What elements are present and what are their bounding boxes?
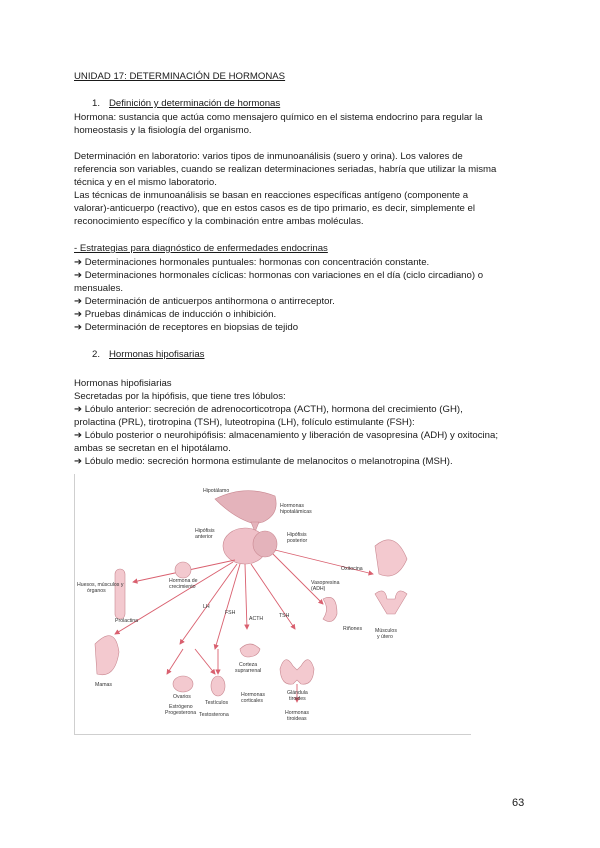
figure-label: órganos [87,588,106,594]
figure-label: Hormonas [241,692,265,698]
page-number: 63 [512,797,525,809]
paragraph-line: Hormona: sustancia que actúa como mensajero químico en el sistema endocrino para regular la [74,112,483,123]
figure-label: Prolactina [115,618,139,624]
strategy-item: ➔ Determinaciones hormonales cíclicas: hormonas con variaciones en el día (ciclo circadiano) o [74,270,484,281]
strategy-item: mensuales. [74,283,124,294]
uterus-shape [375,591,407,614]
strategy-item: ➔ Determinación de anticuerpos antihormona o antirreceptor. [74,296,335,307]
breast-right-shape [375,540,407,576]
lobe-item: prolactina (PRL), tirotropina (TSH), luteotropina (LH), folículo estimulante (FSH): [74,417,415,428]
figure-label: Músculos [375,628,397,634]
label-hipotalamo: Hipotálamo [203,488,230,494]
figure-label: Testículos [205,700,229,706]
figure-label: Glándula [287,690,308,696]
figure-label: Estrógeno [169,704,193,710]
figure-label: Vasopresina [311,580,340,586]
strategy-item: ➔ Determinaciones hormonales puntuales: hormonas con concentración constante. [74,257,430,268]
figure-label: (ADH) [311,586,326,592]
paragraph-line: Secretadas por la hipófisis, que tiene tres lóbulos: [74,391,286,402]
adrenal-shape [240,644,260,657]
paragraph-line: Hormonas hipofisiarias [74,378,172,389]
figure-label: tiroideas [287,716,307,722]
paragraph-line: homeostasis y la fisiología del organismo. [74,125,252,136]
section2-number: 2. [92,349,101,360]
figure-label: ACTH [249,616,264,622]
lobe-item: ➔ Lóbulo anterior: secreción de adrenocorticotropa (ACTH), hormona del crecimiento (GH), [74,404,463,415]
kidney-shape [323,597,337,621]
section2-heading: Hormonas hipofisarias [109,349,205,360]
figure-label: Hormonas [280,503,304,509]
thyroid-shape [280,660,314,685]
hypothalamus-shape [215,491,276,524]
figure-label: Mamas [95,682,113,688]
figure-label: suprarrenal [235,668,262,674]
figure-label: y útero [377,634,393,640]
bone-shape [115,569,125,619]
pituitary-diagram [75,474,471,734]
figure-label: hipotalámicas [280,509,312,515]
section1-number: 1. [92,98,101,109]
gh-target-shape [175,562,191,578]
pituitary-hormones-figure [74,474,471,735]
figure-label: Riñones [343,626,363,632]
figure-label: LH [203,604,210,610]
page-title: UNIDAD 17: DETERMINACIÓN DE HORMONAS [74,71,286,82]
strategy-item: ➔ Determinación de receptores en biopsias de tejido [74,322,299,333]
lobe-item: ambas se secretan en el hipotálamo. [74,443,231,454]
figure-label: Huesos, músculos y [77,582,124,588]
ovary-shape [173,676,193,692]
section1-heading: Definición y determinación de hormonas [109,98,281,109]
figure-label: posterior [287,538,308,544]
posterior-pituitary-shape [253,531,277,557]
figure-label: TSH [279,613,290,619]
figure-label: Testosterona [199,712,229,718]
figure-label: Hormonas [285,710,309,716]
figure-label: FSH [225,610,236,616]
lobe-item: ➔ Lóbulo medio: secreción hormona estimulante de melanocitos o melanotropina (MSH). [74,456,453,467]
figure-label: Oxitocina [341,566,363,572]
figure-label: Corteza [239,662,258,668]
figure-label: crecimiento [169,584,196,590]
strategy-item: ➔ Pruebas dinámicas de inducción o inhibición. [74,309,277,320]
figure-label: Hipófisis [287,532,307,538]
paragraph-line: Determinación en laboratorio: varios tipos de inmunoanálisis (suero y orina). Los valores de [74,151,463,162]
figure-label: anterior [195,534,213,540]
figure-label: Progesterona [165,710,197,716]
breast-left-shape [95,636,119,675]
hormone-arrows [115,550,373,702]
paragraph-line: referencia son variables, cuando se realizan determinaciones seriadas, habría que utilizar la misma [74,164,497,175]
paragraph-line: Las técnicas de inmunoanálisis se basan en reacciones específicas antígeno (componente a [74,190,469,201]
paragraph-line: técnica y en el mismo laboratorio. [74,177,217,188]
figure-label: Hipófisis [195,528,215,534]
figure-label: Ovarios [173,694,191,700]
figure-label: corticales [241,698,263,704]
figure-label: tiroides [289,696,306,702]
figure-label: Hormona de [169,578,198,584]
testis-shape [211,676,225,696]
paragraph-line: valorar)-anticuerpo (reactivo), que en estos casos es de tipo primario, es decir, simplemente el [74,203,475,214]
paragraph-line: reconocimiento específico y la combinación entre ambas moléculas. [74,216,364,227]
strategies-heading: - Estrategias para diagnóstico de enfermedades endocrinas [74,243,328,254]
lobe-item: ➔ Lóbulo posterior o neurohipófisis: almacenamiento y liberación de vasopresina (ADH) y oxitocina; [74,430,498,441]
